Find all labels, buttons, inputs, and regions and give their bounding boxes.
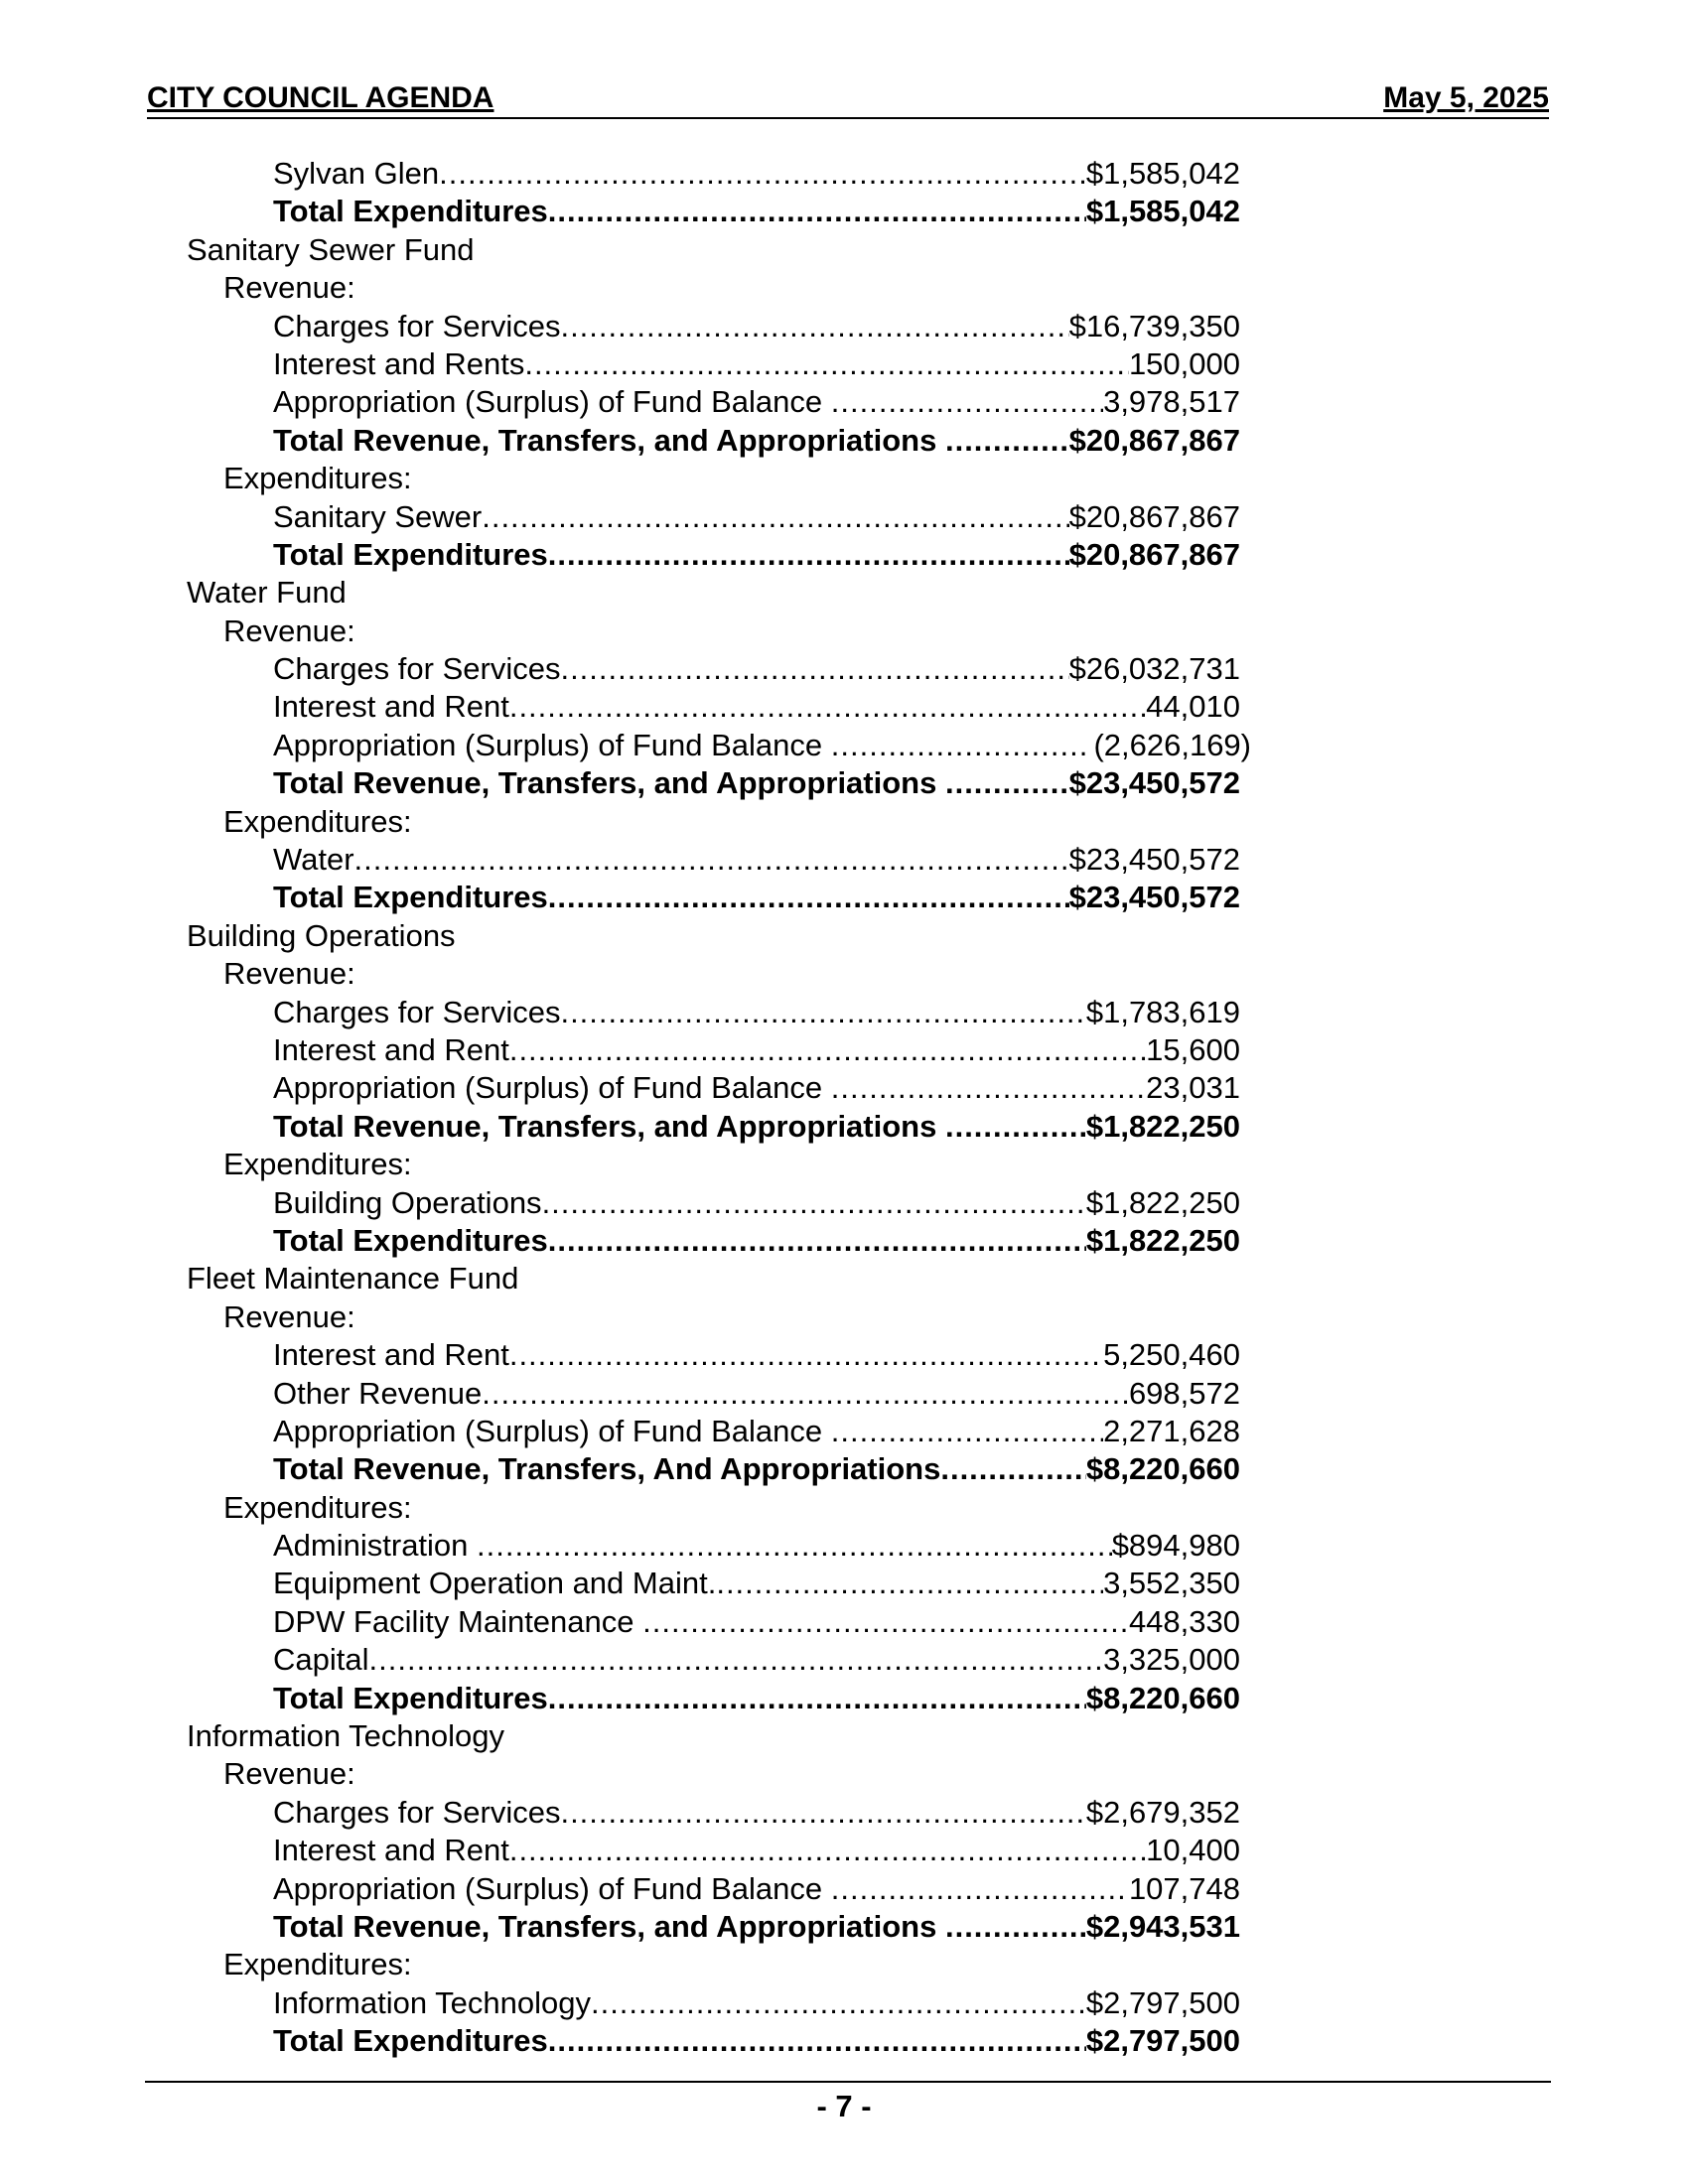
line-item-label: Building Operations — [273, 1184, 542, 1220]
line-item-label: Total Expenditures — [273, 194, 548, 229]
line-item — [273, 1794, 1240, 1832]
fund-heading: Water Fund — [187, 575, 347, 611]
line-item-label: Total Revenue, Transfers, and Appropriations — [273, 1108, 945, 1144]
dot-leader — [524, 345, 1129, 383]
line-item-label: Interest and Rent — [273, 1337, 509, 1373]
line-item — [273, 1184, 1240, 1222]
line-item — [273, 841, 1240, 879]
total-line — [273, 1222, 1240, 1260]
line-item-amount: $23,450,572 — [1068, 842, 1240, 878]
dot-leader — [940, 1450, 1086, 1488]
line-item-label: Appropriation (Surplus) of Fund Balance — [273, 1070, 831, 1106]
line-item — [273, 1641, 1240, 1679]
line-item — [273, 1031, 1240, 1069]
dot-leader — [560, 308, 1068, 345]
dot-leader — [509, 1031, 1146, 1069]
page-header — [147, 81, 1549, 119]
line-item-label: Total Revenue, Transfers, and Appropriations — [273, 765, 945, 801]
line-item-amount: 3,978,517 — [1103, 384, 1240, 420]
line-item-amount: 448,330 — [1128, 1603, 1240, 1639]
dot-leader — [831, 1870, 1129, 1908]
section-heading: Expenditures: — [223, 1489, 412, 1525]
agenda-date: May 5, 2025 — [1383, 81, 1549, 114]
line-item-label: Total Expenditures — [273, 1222, 548, 1258]
line-item — [273, 1336, 1240, 1374]
line-item-amount: $2,797,500 — [1085, 1984, 1240, 2020]
line-item-amount: 5,250,460 — [1103, 1337, 1240, 1373]
line-item-amount: (2,626,169) — [1084, 727, 1251, 762]
line-item-label: Total Expenditures — [273, 536, 548, 572]
section-heading: Revenue: — [223, 1756, 355, 1792]
line-item-label: Total Revenue, Transfers, And Appropriations — [273, 1451, 941, 1487]
section-heading: Revenue: — [223, 270, 355, 306]
section-heading: Expenditures: — [223, 1147, 412, 1182]
total-line — [273, 536, 1240, 574]
line-item-amount: $20,867,867 — [1068, 422, 1240, 458]
line-item-label: Equipment Operation and Maint. — [273, 1566, 717, 1601]
line-item-amount: $23,450,572 — [1068, 880, 1240, 915]
line-item — [273, 1832, 1240, 1869]
dot-leader — [548, 2022, 1086, 2060]
line-item-label: Appropriation (Surplus) of Fund Balance — [273, 1870, 831, 1906]
line-item — [273, 1870, 1240, 1908]
line-item-label: Other Revenue — [273, 1375, 483, 1411]
dot-leader — [548, 193, 1086, 230]
line-item-label: Total Expenditures — [273, 880, 548, 915]
dot-leader — [542, 1184, 1086, 1222]
line-item-amount: $2,679,352 — [1085, 1794, 1240, 1830]
line-item — [273, 345, 1240, 383]
line-item-amount: $16,739,350 — [1068, 308, 1240, 343]
total-line — [273, 1680, 1240, 1717]
line-item — [273, 383, 1240, 421]
line-item-label: Administration — [273, 1528, 478, 1564]
line-item-label: Appropriation (Surplus) of Fund Balance — [273, 384, 831, 420]
line-item-amount: $894,980 — [1111, 1528, 1240, 1564]
line-item-label: Interest and Rent — [273, 689, 509, 725]
dot-leader — [509, 1832, 1146, 1869]
total-line — [273, 422, 1240, 460]
section-heading: Revenue: — [223, 1298, 355, 1334]
dot-leader — [716, 1565, 1103, 1602]
line-item — [273, 1375, 1240, 1413]
line-item-amount: $1,585,042 — [1085, 156, 1240, 191]
agenda-title: CITY COUNCIL AGENDA — [147, 81, 494, 114]
line-item-label: Appropriation (Surplus) of Fund Balance — [273, 1413, 831, 1448]
fund-heading: Information Technology — [187, 1718, 504, 1754]
dot-leader — [831, 383, 1103, 421]
dot-leader — [369, 1641, 1104, 1679]
line-item — [273, 155, 1240, 193]
total-line — [273, 1108, 1240, 1146]
line-item-label: Interest and Rents — [273, 345, 525, 381]
page-number: - 7 - — [816, 2089, 872, 2123]
dot-leader — [439, 155, 1086, 193]
dot-leader — [548, 879, 1069, 916]
line-item-amount: $23,450,572 — [1068, 765, 1240, 801]
line-item-amount: 150,000 — [1128, 345, 1240, 381]
fund-heading: Building Operations — [187, 917, 456, 953]
line-item-amount: $26,032,731 — [1068, 651, 1240, 687]
line-item-amount: 44,010 — [1146, 689, 1240, 725]
line-item — [273, 688, 1240, 726]
dot-leader — [945, 1908, 1086, 1946]
dot-leader — [477, 1527, 1112, 1565]
dot-leader — [560, 650, 1068, 688]
dot-leader — [354, 841, 1069, 879]
line-item-amount: $20,867,867 — [1068, 498, 1240, 534]
line-item — [273, 308, 1240, 345]
dot-leader — [509, 688, 1146, 726]
total-line — [273, 764, 1240, 802]
line-item-amount: 3,552,350 — [1103, 1566, 1240, 1601]
line-item-label: Capital — [273, 1642, 369, 1678]
section-heading: Expenditures: — [223, 803, 412, 839]
line-item-amount: $1,822,250 — [1085, 1222, 1240, 1258]
dot-leader — [591, 1984, 1086, 2022]
footer-rule — [145, 2081, 1551, 2083]
line-item-amount: $8,220,660 — [1085, 1451, 1240, 1487]
line-item-label: Charges for Services — [273, 308, 561, 343]
dot-leader — [548, 1680, 1086, 1717]
dot-leader — [945, 1108, 1086, 1146]
line-item-label: Total Revenue, Transfers, and Appropriations — [273, 422, 945, 458]
line-item — [273, 727, 1251, 764]
line-item — [273, 1527, 1240, 1565]
dot-leader — [831, 727, 1085, 764]
line-item — [273, 1565, 1240, 1602]
line-item-label: Total Revenue, Transfers, and Appropriations — [273, 1908, 945, 1944]
line-item — [273, 1984, 1240, 2022]
dot-leader — [560, 994, 1085, 1031]
line-item — [273, 650, 1240, 688]
line-item-label: Interest and Rent — [273, 1833, 509, 1868]
line-item-amount: 3,325,000 — [1103, 1642, 1240, 1678]
fund-heading: Sanitary Sewer Fund — [187, 231, 475, 267]
line-item-amount: $20,867,867 — [1068, 536, 1240, 572]
dot-leader — [945, 764, 1069, 802]
line-item-amount: $2,943,531 — [1085, 1908, 1240, 1944]
total-line — [273, 879, 1240, 916]
dot-leader — [831, 1413, 1103, 1450]
dot-leader — [548, 1222, 1086, 1260]
line-item-amount: $1,783,619 — [1085, 994, 1240, 1029]
line-item-label: Appropriation (Surplus) of Fund Balance — [273, 727, 831, 762]
dot-leader — [482, 498, 1068, 536]
section-heading: Expenditures: — [223, 461, 412, 496]
dot-leader — [945, 422, 1069, 460]
line-item — [273, 994, 1240, 1031]
line-item-amount: 10,400 — [1146, 1833, 1240, 1868]
line-item-amount: 23,031 — [1146, 1070, 1240, 1106]
line-item-label: Information Technology — [273, 1984, 591, 2020]
line-item-label: Interest and Rent — [273, 1031, 509, 1067]
budget-line-items — [0, 155, 1688, 2061]
line-item-amount: $1,585,042 — [1085, 194, 1240, 229]
fund-heading: Fleet Maintenance Fund — [187, 1261, 519, 1297]
line-item-amount: 698,572 — [1128, 1375, 1240, 1411]
line-item-label: Total Expenditures — [273, 1680, 548, 1715]
line-item-label: Charges for Services — [273, 1794, 561, 1830]
dot-leader — [642, 1603, 1129, 1641]
dot-leader — [548, 536, 1069, 574]
total-line — [273, 193, 1240, 230]
line-item-label: Total Expenditures — [273, 2023, 548, 2059]
section-heading: Revenue: — [223, 613, 355, 648]
line-item-label: Sanitary Sewer — [273, 498, 483, 534]
line-item-label: Sylvan Glen — [273, 156, 440, 191]
line-item-amount: $8,220,660 — [1085, 1680, 1240, 1715]
line-item-amount: $1,822,250 — [1085, 1184, 1240, 1220]
line-item-amount: 107,748 — [1128, 1870, 1240, 1906]
dot-leader — [509, 1336, 1103, 1374]
section-heading: Expenditures: — [223, 1947, 412, 1982]
total-line — [273, 1908, 1240, 1946]
line-item-label: Charges for Services — [273, 651, 561, 687]
line-item-amount: 15,600 — [1146, 1031, 1240, 1067]
total-line — [273, 2022, 1240, 2060]
line-item-label: Water — [273, 842, 354, 878]
dot-leader — [831, 1069, 1146, 1107]
section-heading: Revenue: — [223, 956, 355, 992]
line-item-amount: $2,797,500 — [1085, 2023, 1240, 2059]
total-line — [273, 1450, 1240, 1488]
line-item — [273, 498, 1240, 536]
line-item — [273, 1413, 1240, 1450]
line-item-label: DPW Facility Maintenance — [273, 1603, 643, 1639]
line-item-amount: 2,271,628 — [1103, 1413, 1240, 1448]
line-item — [273, 1069, 1240, 1107]
dot-leader — [482, 1375, 1129, 1413]
line-item — [273, 1603, 1240, 1641]
line-item-amount: $1,822,250 — [1085, 1108, 1240, 1144]
line-item-label: Charges for Services — [273, 994, 561, 1029]
dot-leader — [560, 1794, 1085, 1832]
